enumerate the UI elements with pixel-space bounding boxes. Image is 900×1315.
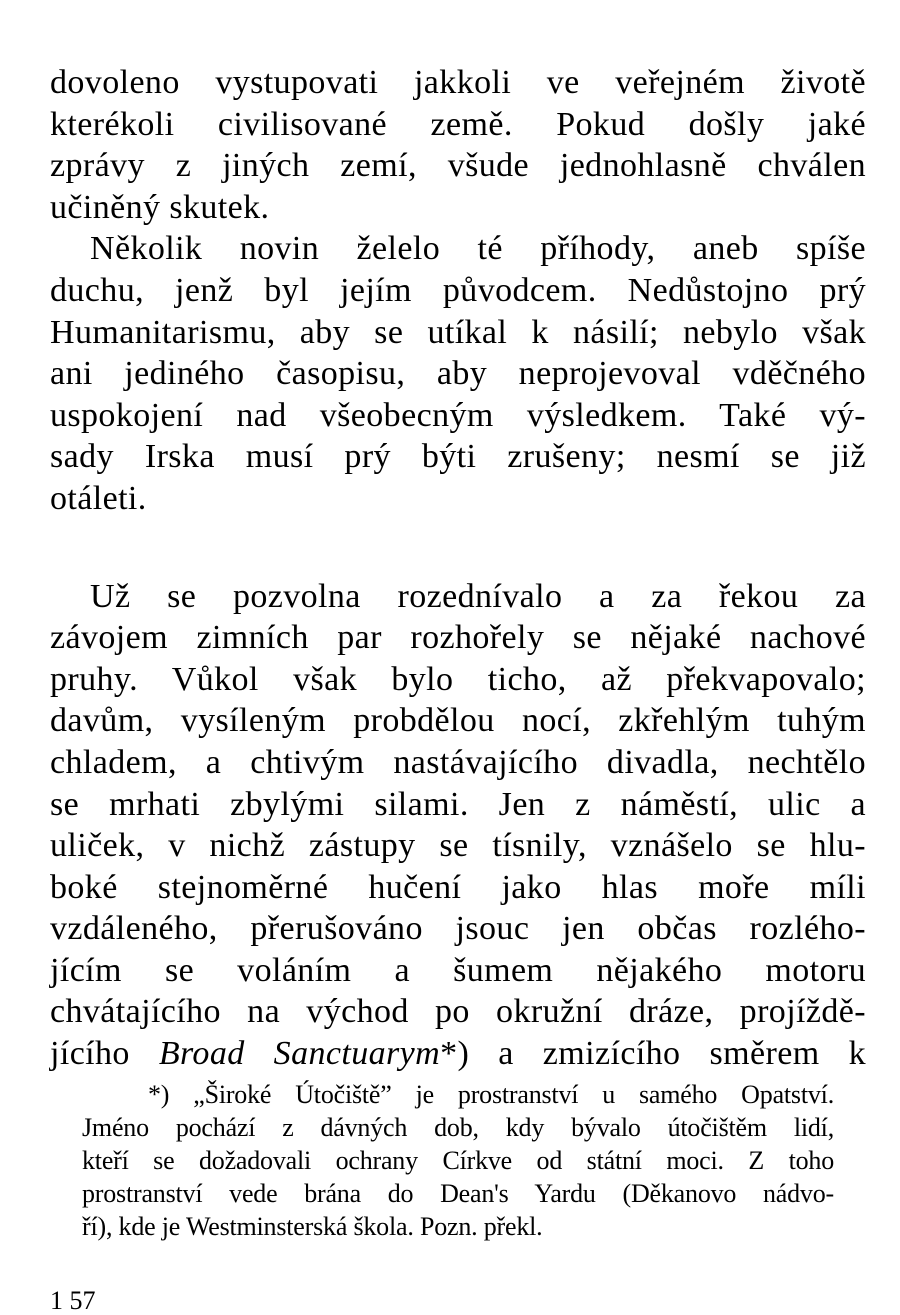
main-text (50, 62, 866, 1075)
text-line: zprávy z jiných zemí, všude jednohlasně chválen (50, 147, 866, 185)
text-line: chvátajícího na východ po okružní dráze, projíždě- (50, 993, 866, 1031)
text-line: davům, vysíleným probdělou nocí, zkřehlým tuhým (50, 702, 866, 740)
text-line: Několik novin želelo té příhody, aneb spíše (90, 230, 866, 268)
footnote (82, 1078, 834, 1243)
text-line: uspokojení nad všeobecným výsledkem. Také vý- (50, 396, 866, 434)
footnote-line: prostranství vede brána do Dean's Yardu (Děkanovo nádvo- (82, 1179, 834, 1208)
text-line: boké stejnoměrné hučení jako hlas moře míli (50, 868, 866, 906)
text-fragment: *) a zmizícího směrem k (440, 1035, 866, 1073)
footnote-line: *) „Široké Útočiště” je prostranství u samého Opatství. (148, 1080, 834, 1109)
text-line: Humanitarismu, aby se utíkal k násilí; nebylo však (50, 313, 866, 351)
paragraph (50, 62, 866, 228)
text-line: dovoleno vystupovati jakkoli ve veřejném životě (50, 64, 866, 101)
text-line: vzdáleného, přerušováno jsouc jen občas rozlého- (50, 910, 866, 948)
page-number: 1 57 (50, 1286, 96, 1315)
footnote-line: Jméno pochází z dávných dob, kdy bývalo útočištěm lidí, (82, 1113, 834, 1142)
text-line: sady Irska musí prý býti zrušeny; nesmí se již (50, 438, 866, 476)
text-line: duchu, jenž byl jejím původcem. Nedůstojno prý (50, 271, 866, 309)
section-break (50, 520, 866, 576)
paragraph (50, 228, 866, 519)
text-line: jícím se voláním a šumem nějakého motoru (50, 951, 866, 989)
text-fragment: jícího (50, 1035, 159, 1073)
paragraph (50, 576, 866, 1075)
text-line: učiněný skutek. (50, 188, 270, 226)
text-line: pruhy. Vůkol však bylo ticho, až překvapovalo; (50, 660, 866, 698)
text-line (50, 1033, 866, 1075)
footnote-line: kteří se dožadovali ochrany Církve od státní moci. Z toho (82, 1146, 834, 1175)
text-line: závojem zimních par rozhořely se nějaké nachové (50, 619, 866, 657)
emphasized-text: Broad Sanctuarym (158, 1035, 441, 1073)
text-line: chladem, a chtivým nastávajícího divadla, nechtělo (50, 743, 866, 781)
footnote-line: ří), kde je Westminsterská škola. Pozn. překl. (82, 1212, 543, 1241)
text-line: uliček, v nichž zástupy se tísnily, vznášelo se hlu- (50, 827, 866, 865)
text-line: Už se pozvolna rozednívalo a za řekou za (90, 577, 866, 615)
text-line: kterékoli civilisované země. Pokud došly jaké (50, 105, 866, 143)
text-line: se mrhati zbylými silami. Jen z náměstí, ulic a (50, 785, 866, 823)
text-line: ani jediného časopisu, aby neprojevoval vděčného (50, 355, 866, 393)
text-line: otáleti. (50, 479, 147, 517)
